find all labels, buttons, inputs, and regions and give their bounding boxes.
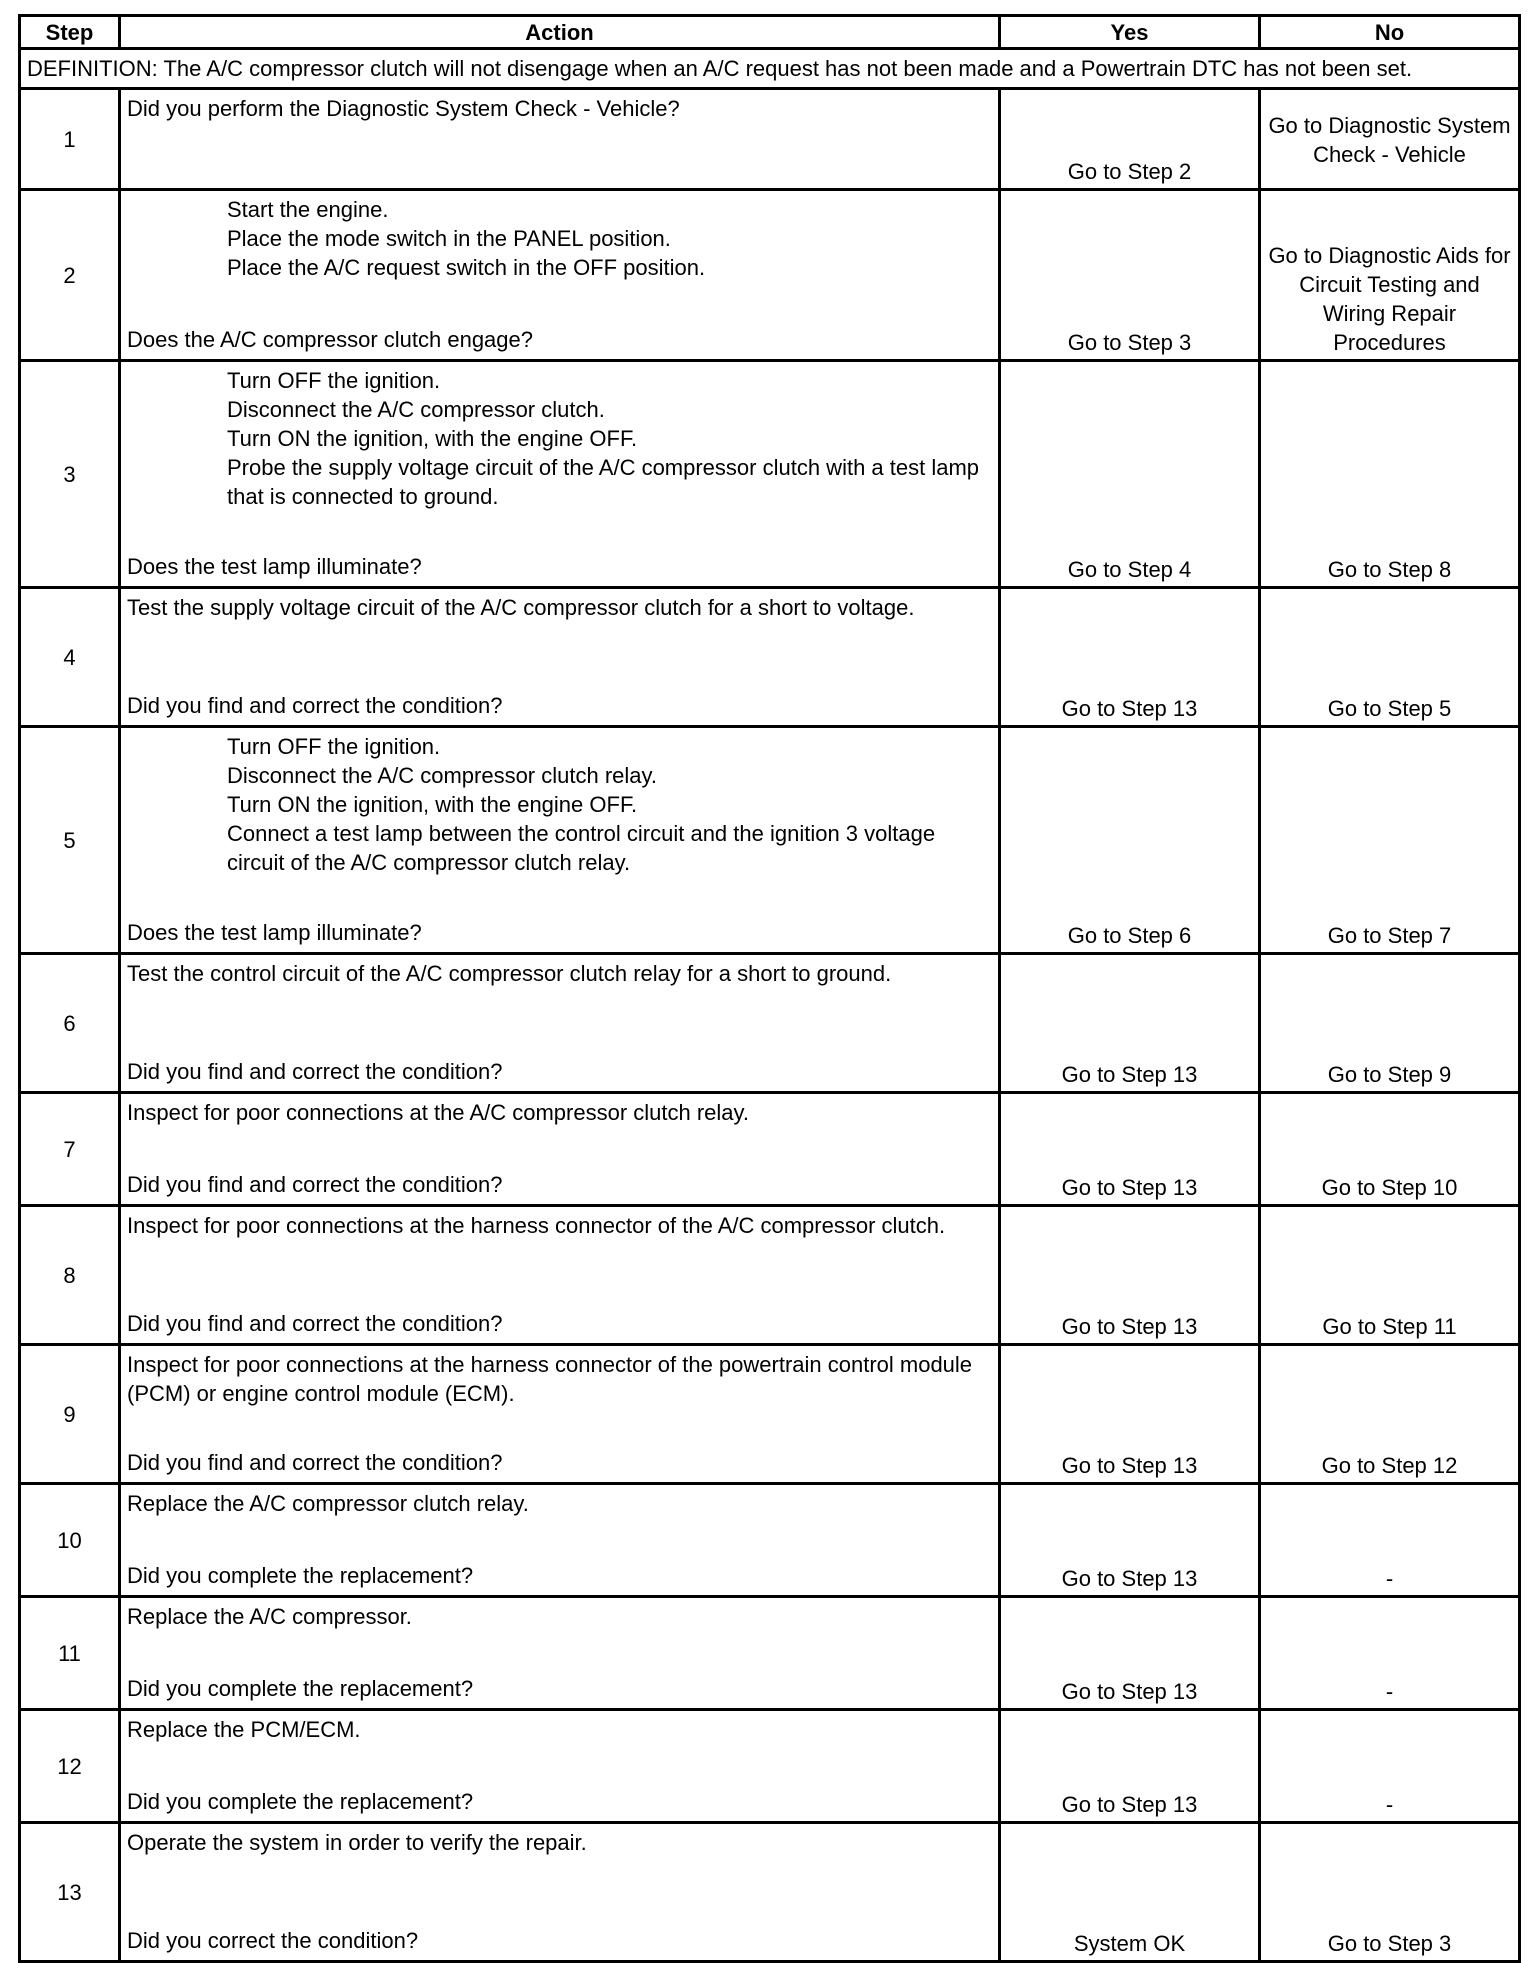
action-cell — [120, 1597, 1000, 1710]
yes-result: Go to Step 13 — [1000, 1093, 1260, 1206]
no-result: Go to Step 8 — [1260, 361, 1520, 588]
no-result: - — [1260, 1597, 1520, 1710]
no-result: Go to Step 7 — [1260, 727, 1520, 954]
action-cell — [120, 727, 1000, 954]
instruction-item: Place the A/C request switch in the OFF position. — [227, 255, 706, 280]
step-number: 8 — [20, 1206, 120, 1345]
action-text: Replace the A/C compressor. — [127, 1604, 412, 1629]
instruction-item: Disconnect the A/C compressor clutch relay. — [227, 763, 657, 788]
action-top — [127, 732, 992, 877]
action-text: Did you perform the Diagnostic System Check - Vehicle? — [127, 96, 680, 121]
action-top — [127, 593, 992, 622]
action-top — [127, 1828, 992, 1857]
action-cell — [120, 1710, 1000, 1823]
action-top — [127, 1715, 992, 1744]
table-row — [20, 1345, 1520, 1484]
instruction-item: Connect a test lamp between the control circuit and the ignition 3 voltage circuit of the A/C compressor clutch relay. — [227, 821, 936, 875]
no-result: Go to Diagnostic System Check - Vehicle — [1260, 89, 1520, 190]
action-question: Did you find and correct the condition? — [127, 693, 503, 718]
instruction-item: Turn OFF the ignition. — [227, 368, 441, 393]
step-number: 11 — [20, 1597, 120, 1710]
yes-result: Go to Step 2 — [1000, 89, 1260, 190]
table-row — [20, 190, 1520, 361]
action-cell — [120, 588, 1000, 727]
action-cell — [120, 1345, 1000, 1484]
yes-result: Go to Step 13 — [1000, 1484, 1260, 1597]
no-result: Go to Step 9 — [1260, 954, 1520, 1093]
header-yes: Yes — [1000, 16, 1260, 49]
action-cell — [120, 954, 1000, 1093]
table-row — [20, 89, 1520, 190]
table-row — [20, 1206, 1520, 1345]
yes-result: System OK — [1000, 1823, 1260, 1962]
action-cell — [120, 361, 1000, 588]
step-number: 1 — [20, 89, 120, 190]
action-cell — [120, 190, 1000, 361]
action-cell — [120, 1823, 1000, 1962]
instruction-list — [227, 195, 992, 282]
action-top — [127, 1098, 992, 1127]
table-row — [20, 1093, 1520, 1206]
action-text: Replace the A/C compressor clutch relay. — [127, 1491, 529, 1516]
no-result: Go to Diagnostic Aids for Circuit Testing and Wiring Repair Procedures — [1260, 190, 1520, 361]
yes-result: Go to Step 4 — [1000, 361, 1260, 588]
action-top — [127, 366, 992, 511]
action-top — [127, 94, 992, 123]
table-row — [20, 1484, 1520, 1597]
instruction-item: Probe the supply voltage circuit of the A/C compressor clutch with a test lamp that is connected to ground. — [227, 455, 980, 509]
no-result: - — [1260, 1710, 1520, 1823]
yes-result: Go to Step 13 — [1000, 1206, 1260, 1345]
action-question: Did you complete the replacement? — [127, 1676, 474, 1701]
table-row — [20, 954, 1520, 1093]
instruction-item: Start the engine. — [227, 197, 389, 222]
action-text: Replace the PCM/ECM. — [127, 1717, 361, 1742]
step-number: 12 — [20, 1710, 120, 1823]
header-no: No — [1260, 16, 1520, 49]
step-number: 7 — [20, 1093, 120, 1206]
table-row — [20, 1597, 1520, 1710]
yes-result: Go to Step 6 — [1000, 727, 1260, 954]
step-number: 13 — [20, 1823, 120, 1962]
yes-result: Go to Step 13 — [1000, 588, 1260, 727]
action-question: Did you find and correct the condition? — [127, 1450, 503, 1475]
action-text: Test the control circuit of the A/C compressor clutch relay for a short to ground. — [127, 961, 892, 986]
instruction-item: Disconnect the A/C compressor clutch. — [227, 397, 605, 422]
step-number: 10 — [20, 1484, 120, 1597]
action-question: Did you find and correct the condition? — [127, 1172, 503, 1197]
action-text: Inspect for poor connections at the A/C compressor clutch relay. — [127, 1100, 750, 1125]
action-cell — [120, 89, 1000, 190]
action-top — [127, 1211, 992, 1240]
no-result: Go to Step 3 — [1260, 1823, 1520, 1962]
action-top — [127, 1602, 992, 1631]
action-question: Did you complete the replacement? — [127, 1789, 474, 1814]
step-number: 6 — [20, 954, 120, 1093]
header-step: Step — [20, 16, 120, 49]
action-question: Does the A/C compressor clutch engage? — [127, 327, 534, 352]
action-text: Inspect for poor connections at the harness connector of the A/C compressor clutch. — [127, 1213, 946, 1238]
table-row — [20, 1710, 1520, 1823]
header-row — [20, 16, 1520, 49]
action-text: Operate the system in order to verify the repair. — [127, 1830, 587, 1855]
action-question: Did you complete the replacement? — [127, 1563, 474, 1588]
instruction-list — [227, 366, 992, 511]
diagnostic-table — [18, 14, 1521, 1963]
instruction-item: Turn OFF the ignition. — [227, 734, 441, 759]
no-result: Go to Step 12 — [1260, 1345, 1520, 1484]
instruction-item: Place the mode switch in the PANEL position. — [227, 226, 671, 251]
no-result: Go to Step 10 — [1260, 1093, 1520, 1206]
action-question: Did you find and correct the condition? — [127, 1059, 503, 1084]
step-number: 5 — [20, 727, 120, 954]
table-row — [20, 361, 1520, 588]
action-top — [127, 959, 992, 988]
table-row — [20, 588, 1520, 727]
yes-result: Go to Step 13 — [1000, 954, 1260, 1093]
step-number: 2 — [20, 190, 120, 361]
instruction-list — [227, 732, 992, 877]
action-question: Does the test lamp illuminate? — [127, 554, 422, 579]
step-number: 4 — [20, 588, 120, 727]
step-number: 9 — [20, 1345, 120, 1484]
yes-result: Go to Step 13 — [1000, 1710, 1260, 1823]
no-result: Go to Step 11 — [1260, 1206, 1520, 1345]
instruction-item: Turn ON the ignition, with the engine OFF. — [227, 792, 638, 817]
action-question: Did you correct the condition? — [127, 1928, 419, 1953]
definition-text: DEFINITION: The A/C compressor clutch will not disengage when an A/C request has not been made and a Powertrain DTC has not been set. — [20, 49, 1520, 89]
no-result: Go to Step 5 — [1260, 588, 1520, 727]
action-cell — [120, 1206, 1000, 1345]
yes-result: Go to Step 13 — [1000, 1345, 1260, 1484]
yes-result: Go to Step 3 — [1000, 190, 1260, 361]
action-text: Inspect for poor connections at the harness connector of the powertrain control module (PCM) or engine control module (ECM). — [127, 1352, 973, 1406]
table-row — [20, 1823, 1520, 1962]
table-row — [20, 727, 1520, 954]
no-result: - — [1260, 1484, 1520, 1597]
action-cell — [120, 1484, 1000, 1597]
action-top — [127, 1350, 992, 1408]
action-top — [127, 195, 992, 282]
diagnostic-table-page — [18, 14, 1518, 1963]
action-text: Test the supply voltage circuit of the A/C compressor clutch for a short to voltage. — [127, 595, 915, 620]
header-action: Action — [120, 16, 1000, 49]
action-cell — [120, 1093, 1000, 1206]
definition-row — [20, 49, 1520, 89]
action-top — [127, 1489, 992, 1518]
action-question: Did you find and correct the condition? — [127, 1311, 503, 1336]
instruction-item: Turn ON the ignition, with the engine OFF. — [227, 426, 638, 451]
yes-result: Go to Step 13 — [1000, 1597, 1260, 1710]
step-number: 3 — [20, 361, 120, 588]
action-question: Does the test lamp illuminate? — [127, 920, 422, 945]
